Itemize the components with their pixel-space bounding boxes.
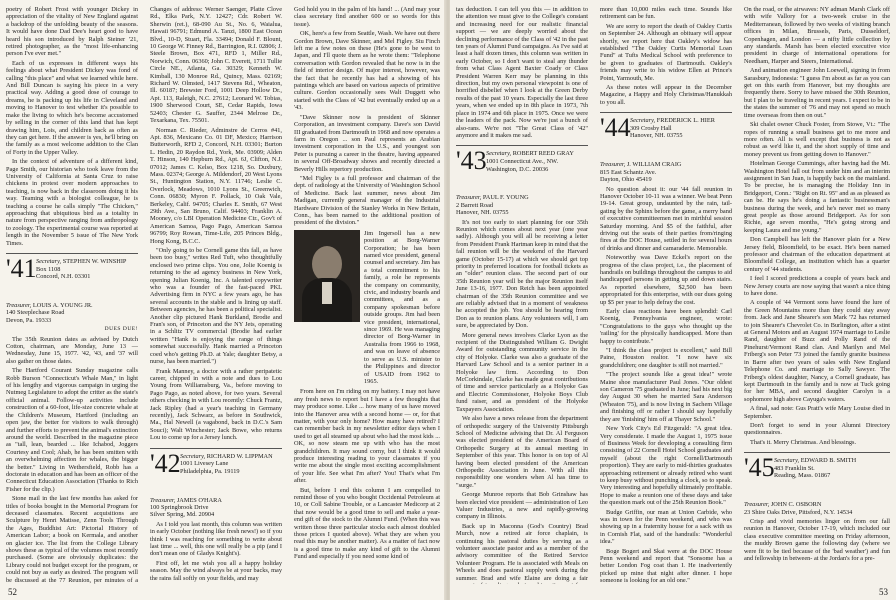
paragraph: more than 10,000 miles each time. Sounds like retirement can be fun. <box>600 6 732 21</box>
paragraph: tax deduction. I can tell you this — in addition to the attention we must give to the College's constant and increasing need for our realistic financial support — we are deeply worried about the declining performance of the Class of '42 in the past ten years of Alumni Fund campaigns. As I've said at least a half dozen times, this column was written in early October, so I don't want to steal any thunder from what Class Agent Baxter Coady or Class President Warren Kerr may be planning in this direction, but my own personal viewpoint is one of horrified disbelief when I look at the Green Derby results of the past 10 years. Especially the last three years, when we ended up in 8th place in 1973, 7th place in 1974 and 6th place in 1975. Once we were the leaders of the pack. Now we're just a bunch of also-rans. We're not "The Great Class of '42" anymore and it makes me sad. <box>456 6 588 139</box>
dues-heading: DUES DUE! <box>104 326 138 333</box>
treasurer-label: Treasurer, <box>600 161 626 169</box>
treasurer-address-2: Hanover, NH. 03755 <box>456 209 509 217</box>
class-year: '43 <box>456 146 487 176</box>
paragraph: We are sorry to report the death of Oakley Curtis on September 24. Although an obituary will appear shortly, we report here that Oakley's widow has established "The Oakley Curtis Memorial Loan Fund" at Tufts Medical School with preference to be given to graduates of Dartmouth. Oakley's friends may write to his widow Ellen at Prince's Point, Yarmouth, Me. <box>600 22 732 82</box>
page-number: 53 <box>879 587 888 597</box>
paragraph: As I told you last month, this column was written in early October (nothing like fresh news!) so if you think I was reaching for something to write about last time ... well, this one will really be a pip (and I don't mean one of Gladys Knight's). <box>150 520 282 558</box>
paragraph: Ski chalet owner Chuck Foster, from Stowe, Vt.: "The ropes of running a small business get to me more and more often. All is well except that business is not as robust as we'd like it, and the short supply of time and money prevent us from getting down to Hanover." <box>744 121 890 158</box>
class-header-44 <box>600 112 732 155</box>
paragraph: George Munroe reports that Bob Grinshaw has been elected vice president — administration of Leo Valuer Industries, a new and rapidly-growing company in Illinois. <box>456 491 588 521</box>
class-header-41 <box>6 253 138 296</box>
treasurer-label: Treasurer, <box>456 194 482 202</box>
treasurer-line <box>6 302 138 324</box>
paragraph: "Mel Figley is a full professor and chairman of the dept. of radiology at the University of Washington School of Medicine. Back last summer, news about Jim Madigan, currently general manager of the Industrial Hardware Division of the Stanley Works in New Britain, Conn., has been named to the additional position of president of the division." <box>294 174 440 227</box>
class-year: '45 <box>744 453 775 483</box>
treasurer-address-2: Silver Spring, Md. 20904 <box>150 511 215 519</box>
treasurer-name: JAMES O'HARA <box>176 496 222 504</box>
secretary-address-2: Hanover, NH. 03755 <box>630 132 683 140</box>
treasurer-label: Treasurer, <box>6 302 32 309</box>
secretary-label: Secretary, <box>36 258 62 265</box>
paragraph: poetry of Robert Frost with younger Dickey in appreciation of the vitality of New England against a backdrop of the unfolding beauty of the seasons. It would have done Dad Dee's heart good to have heard his son introduced by Ralph Steiner '21, retired photographer, as the "most life-enhancing person I've ever met." <box>6 6 138 58</box>
treasurer-line <box>600 161 732 183</box>
paragraph: And animation engineer John Loewell, signing in from Sarasbury, Indonesia: "I guess I'm about as far as you can get on this earth from Hanover, but my thoughts are frequently there. Sorry to have missed the 30th Reunion, but I plan to be traveling in recent years. I expect to be in the states the summer of '76 and may not spend so much time overseas from then on out." <box>744 67 890 119</box>
class-year: '42 <box>150 448 181 478</box>
paragraph: "The project sounds like a great idea!" wrote Maine shoe manufacturer Paul Jones. "Our oldest son Cameron '75 graduated in June; had his next big day August 30 when he married Sara Anderson (Wheaton '75), and is now living in Sachem Village and finishing off or rather I should say hopefully they are 'finishing' him off at Thayer School." <box>600 371 732 423</box>
paragraph: Back up in Maconna (God's Country) Brad Murch, now a retired air force chaplain, is continuing his pastoral duties by serving as a volunteer associate pastor and as a member of the advisory committee of the Retired Service Volunteer Program. He is associated with Meals on Wheels and does pastoral supply work during the summer. Brad and wife Elaine are doing a fair <box>456 522 588 582</box>
paragraph: In the context of adventure of a different kind, Page Smith, our historian who took leave from the University of California at Santa Cruz to raise chickens in protest over modern approaches to teaching, is now back in the classroom doing it his way. Teaming with a biologist colleague, he is teaching a course he calls simply "The Chicken," approaching that ubiquitous bird as a totality in nature from perspective ranging from anthropology to zoology. The experimental course was reported at length in the November 5 issue of The New York Times. <box>6 158 138 247</box>
paragraph: More general news involves Clarke Lyon as the recipient of the Distinguished William G. Dwight Award for outstanding community service in the city of Holyoke. Clarke was also a graduate of the Harvard Law School and is a senior partner in a Holyoke law firm. According to Don McCorkindale, Clarke has made great contributions of time and service particularly as a Holyoke Gas and Electric Commissioner, Holyoke Boys Club fund raiser, and as president of the Holyoke Taxpayers Association. <box>456 331 588 413</box>
paragraph: First off, let me wish you all a happy holiday season. May the wind always be at your backs, may the rains fall softly on your fields, and may <box>150 559 282 582</box>
paragraph: Don't forget to send in your Alumni Directory questionnaires. <box>744 421 890 437</box>
secretary-address-2: Washington, D.C. 20036 <box>486 165 549 173</box>
treasurer-name: J. WILLIAM CRAIG <box>626 161 682 169</box>
secretary-label: Secretary, <box>180 452 206 460</box>
paragraph: Don Campbell has left the Hanover plain for a New Jersey field, Bloomfield, to be exact. He's been named professor and chairman of the education department at Bloomfield College, an institution which has a quarter century of '44 students. <box>744 236 890 273</box>
secretary-address-1: 309 Crosby Hall <box>630 124 672 132</box>
paragraph: But, before I end this column I am compelled to remind those of you who bought Occidental Petroleum at 10, or Coll Sabine Trouble, or a Lancaster Medicorp at 2 that now would be a good time to sell and make a year-end gift of the stock to the Alumni Fund. (When this was written those three particular stocks each almost doubled those prices I quoted above). What they are when you read this may be another matter). As a matter of fact now is a good time to make any kind of gift to the Alumni Fund and especially if you need some kind of <box>294 486 440 561</box>
left-page <box>0 0 446 600</box>
paragraph: As these notes will appear in the December Magazine, a Happy and Holy Christmas/Hanukkah to you all. <box>600 84 732 106</box>
paragraph: Changes of address: Werner Saenger, Platte Clove Rd., Elka Park, N.Y. 12427; Cdr. Robert W. Sherwin (ret.), 68-090 Au St., No. 6, Waialua, Hawaii 96791; Edmund A. Tanzi, 1800 East Ocean Blvd., 10-D, Stuart, Fla. 33494; Donald F. Blount, 10 George W. Finney Rd., Barrington, R.I. 02806; J. Steele Brown, Box 471, RFD 1, Miller Rd., Norwich, Conn. 06360; John C. Everett, 1711 Tullie Circle NE., Atlanta, Ga. 30329; Kenneth W. Kimball, 130 Monroe Rd., Quincy, Mass. 02169; Richard W. Olmsted, 1417 Stevens Rd., Wheaton, Ill. 60187; Brewster Ford, 1001 Deep Hollow Dr., Apt. 113, Raleigh, N.C. 27612; Leonard W. Tobias, 1900 Sherwood Court, SE, Cedar Rapids, Iowa 52403; Chester G. Sauffer, 2344 Melrose Dr., Texarkana, Tex. 75501. <box>150 6 282 125</box>
paragraph: From here on I'm riding on my battery. I may not have any fresh news to report but I have a few thoughts that may produce some. Like ... how many of us have moved into the Hanover area with a second home — or, for that matter, with your only home? How many have retired? I can remember back in my newsletter editor days when I used to get all steamed up about who had the most kids ... OK, so now steam me up with who has the most grandchildren. It may sound corny, but I think it would produce interesting reading to your classmates if you write me about the single most exciting accomplishment of your life. See what I'm after? You! That's what I'm after. <box>294 388 440 485</box>
secretary-address-2: Concord, N.H. 03301 <box>36 273 91 281</box>
paragraph: "Only going to be Cornell game this fall, as have been too busy," writes Red Tuft, who thoughtfully enclosed two prime clips. You one, Jolie Koenig is returning to the ad agency business in New York, opening Julian Koenig, Inc. A talented copywriter who was a founder of the fast-paced PKL Advertising firm in NYC a few years ago, he has several accounts in the stable and is lining up staff. Between agencies, he has been a political specialist. Another clip pictured Hank Burkland, Brodie and Fran's son, of Princeton and the NY Jets, operating in a Schlitz TV commercial (Brodie had earlier written "Hank is enjoying the range of things somewhat successfully. Hank married a Princeton coed who's getting Ph.D. at Yale; daughter Betsy, a nurse, has been married.") <box>150 247 282 366</box>
class-header-45 <box>744 452 890 495</box>
class-officers <box>180 453 273 476</box>
secretary-address-2: Reading, Mass. 01867 <box>774 472 831 480</box>
paragraph: The Hartford Courant Sunday magazine calls Robb Burson "Connecticut's Whale Man," in light of his lengthy and vigorous campaign in urging the Nutmeg Legislature to adopt the critter as the state's official animal. Follow-up activities include construction of a 60-foot, life-size concrete whale at the Children's Museum, Hartford (including an open jaw, the better for visitors to walk through) and further efforts to prevent the animal's extinction around the world. Described in the magazine piece as "tall, lean, bearded ... like Ichabod, Joggers Courtesy and Cool; Ahab, he has been smitten with an overwhelming affection for whales, the bigger the better." Living in Wethersfield, Robb has a doctorate in education and has been an officer of the Connecticut Education Association (Thanks to Rich Fisher for the clip.) <box>6 367 138 493</box>
class-year: '41 <box>6 254 37 283</box>
treasurer-name: PAUL F. YOUNG <box>482 194 529 202</box>
secretary-label: Secretary, <box>774 457 800 465</box>
paragraph: We also have a news release from the department of orthopedic surgery of the University Pittsburgh School of Medicine advising that Dr. Al Ferguson was elected president of the American Board of Orthopedic Surgery at its annual meeting in September of this year. This honor is on top of Al having been elected president of the American Orthopedic Association in June. With all this responsibility one wonders when Al has time to "surge." <box>456 415 588 489</box>
paragraph: "I think the class project is excellent," said Bill Paine, Houston realtor. "I now have six grandchildren; one daughter is still not married." <box>600 347 732 369</box>
paragraph: The 35th Reunion dates as advised by Dutch Cotton, chairman, are Monday, June 13 — Wednesday, June 15, 1977. '42, '43, and '37 will also gather on those dates. <box>6 335 138 365</box>
paragraph: Stone mail in the last few months has asked for titles of books bought in the Memorial Program for deceased classmates. Recent acquisitions are Sculpture by Henri Matisse, Zenn Tools Through the Ages, Buddhist Art: Pictorial History of American Labor; a book on Kermala, and another on glacier ice. The list from the College Library shows these as typical of the volumes most recently purchased. (Some are obviously duplicates: the Library could not budget except for the program, or could not buy as early as desired. The program will be discussed at the 77 Reunion, per minutes of a <box>6 495 138 584</box>
treasurer-address-2: Devon, Pa. 19333 <box>6 316 52 324</box>
treasurer-address-1: 140 Steeplechase Road <box>6 309 65 317</box>
treasurer-label: Treasurer, <box>744 501 770 509</box>
secretary-address-2: Philadelphia, Pa. 19119 <box>180 467 240 475</box>
class-officers <box>630 117 715 140</box>
paragraph: Budge Griffin, our man at Union Carbide, who was in town for the Penn weekend, and who was showing up in a fraternity house for a sack with us in Cornish Flat, said of the handrails: "Wonderful idea." <box>600 508 732 546</box>
treasurer-line <box>744 501 890 516</box>
secretary-name: FREDERICK L. HIER <box>656 117 715 125</box>
paragraph: Each of us expresses in different ways his feelings about what President Dickey was fond of calling "this place" and what we learned while here. And Bill Duncan is saying his piece in a very practical way. Adding a good dose of courage to dreams, he is packing up his life in Cleveland and moving to Hanover to test whether it's possible to make the living to which he's become accustomed by selling in the corner of this land that has kept drawing him, Lois, and children back as often as they can get here. If the answer is yes, he'll bring on the family as a most welcome addition to the Clan of Forty in the Upper Valley. <box>6 59 138 156</box>
paragraph: Noteworthy was Dave Eckel's report on the progress of the class project, i.e., the placement of handrails on buildings throughout the campus to aid handicapped persons in getting up and down stairs. As reported elsewhere, $2,500 has been appropriated for this enterprise, with our dues going up $5 per year to help defray the cost. <box>600 254 732 306</box>
paragraph: No question about it: our '44 fall reunion in Hanover October 10-11 was a winner. We beat Penn 19-14. Great group, undaunted by the rain, tail-gating by the Sphinx before the game, a merry band of executive committeemen met in mirthful session Saturday morning. And $5 of the faithful, after driving out the seats of their parties from/ringing fires at the DOC House, settled in for several hours of drinks and dinner and camaraderie. Memorable. <box>600 185 732 252</box>
class-officers <box>774 457 856 480</box>
class-header-42 <box>150 448 282 491</box>
secretary-address-1: 1001 Connecticut Ave., NW. <box>486 157 559 165</box>
class-header-43 <box>456 145 588 188</box>
shirt-shape <box>322 282 332 304</box>
treasurer-address-1: 100 Springbrook Drive <box>150 503 209 511</box>
page-number: 52 <box>8 587 17 597</box>
paragraph: A final, sad note: Gus Pratt's wife Mary Louise died in September. <box>744 405 890 420</box>
right-column-1 <box>456 6 588 584</box>
secretary-name: RICHARD W. LIPPMAN <box>206 452 273 460</box>
photo-with-caption <box>294 230 440 386</box>
treasurer-address-1: 815 East Schantz Ave. <box>600 168 657 176</box>
right-page <box>450 0 896 600</box>
secretary-address-1: 483 Franklin St. <box>774 464 815 472</box>
secretary-name: ROBERT REED GRAY <box>512 150 574 158</box>
right-column-2 <box>600 6 732 584</box>
left-column-3 <box>294 6 440 584</box>
paragraph: That's it. Merry Christmas. And blessings. <box>750 438 857 446</box>
paragraph: It's not too early to start planning for our 35th Reunion which comes about next year (one year sadly). Although you will all be receiving a letter from President Frank Hartman keep in mind that the fall reunion will be the weekend of the Harvard game (October 15-17) at which we should get top priority in preferred locations for football tickets as an "older" reunion class. The second part of our 35th Reunion year will be the major Reunion itself June 13-16, 1977. Don Reich has been appointed chairman of the 35th Reunion committee and we are reliably advised that in a moment of weakness he accepted the job. You should be hearing from Don as to reunion plans. Any volunteers will, I am sure, be appreciated by Don. <box>456 218 588 330</box>
paragraph: On the road, or the airwaves: NY adman Marsh Clark off with wife Vallory for a two-week cruise in the Mediterranean, followed by two weeks of visiting branch offices in Milan, Brussels, Paris, Dusseldorf, Copenhagen, and London — a nifty little collection by any standards. Marsh has been elected executive vice president in charge of international operations for Needham, Harper and Steers, International. <box>744 6 890 65</box>
paragraph: I feel I scored predictions a couple of years back and New Jersey courts are now saying that wasn't a nice thing to have done. <box>744 275 890 298</box>
secretary-label: Secretary, <box>630 117 656 125</box>
class-officers <box>36 258 126 281</box>
treasurer-name: JOHN C. OSBORN <box>770 501 822 509</box>
paragraph: OK, here's a few from Seattle, Wash. We have out there Gordon Brown, Dave Skinner, and Mel Figley. Stu Finch left me a few notes on these (He's gone to be west to Japan, and I'll quote them as he wrote them: "Telephone conversation with Gordon revealed that he now is in the field of interior design. Of major interest, however, was the fact that he recently has had a showing of his paintings which are based on various aspects of primitive culture. Gordon occasionally sees Walt Duggett who started with the Class of '42 but eventually ended up as a '43. <box>294 30 440 112</box>
treasurer-line <box>456 194 588 216</box>
paragraph: Norman C. Rieder, Adminstre de Cerros #41, Apt. 836, Mexicano Co. 01 DF, Mexico; Harrison Butterworth, RFD 2, Concord, N.H. 03301; Burton L. Hedin, 20 Raydon Rd., York, Me. 03909; Alden T. Hinson, 140 Hepburn Rd., Apt. 6J, Clifton, N.J. 07012; James C. Kelso, Box 1218, So. Duxbury, Mass. 02374; George A. Mildendorf, 20 West Lyons St., Huntington Station, N.Y. 11746; Leslie C. Overlock, Meadows, 1010 Lyons St., Greenwich, Conn. 06830; Myron F. Pollack, 10 Oak Vale, Berkeley, Calif. 94705; Charles E. Smith, 67 West 29th Ave., San Bruno, Calif. 94403; Franklin A. Mooney, c/o LBI Operation Medicine Ctr., Gov't of American Samoa, Pago Pago, American Samoa 96799; Roy Rowan, Time-Life, 205 Princes Bldg., Hong Kong, B.C.C. <box>150 126 282 245</box>
face-shape <box>312 246 342 282</box>
treasurer-address-1: 2 Barrett Road <box>456 201 494 209</box>
photo-caption: Jim Ingersoll has a new position at Borg-Warner Corporation; he has been named vice president, general counsel and secretary. Jim has a total commitment to his family, a role he represents the company on community, civic, and industry boards and committees, and as a company spokesman before outside groups. Jim had been vice president, international, since 1969. He was managing director of Borg-Warner in Australia from 1966 to 1968, and was on leave of absence to serve as U.S. minister to the Philippines and director of USAID from 1962 to 1965. <box>364 229 440 385</box>
paragraph: Frank Manney, a doctor with a rather peripatetic career, chipped in with a note and dues to Lou Young from Williamsburg, Va., before moving to Pago Pago, as noted above, for two years. Several others checking in with Lou recently: Chuck Frantz, Jack Ripley (had a year's teaching in Germany recently), Jack Schwarz, as before in Southwick, Ma., Hal Newell (a vagabond, back in D.C.'s Sam Souci); Walt Winchester; Jack Bowe, who returns Lou to come up for a Jersey lunch. <box>150 367 282 442</box>
portrait-photo <box>294 230 360 322</box>
class-officers <box>486 150 574 173</box>
secretary-name: STEPHEN W. WINSHIP <box>62 258 127 265</box>
treasurer-address-1: 23 Shire Oaks Drive, Pittsford, N.Y. 14534 <box>744 508 853 516</box>
class-year: '44 <box>600 113 631 143</box>
secretary-name: EDWARD B. SMITH <box>800 457 857 465</box>
paragraph: Crisp and vivid memories linger on from our fall reunion in Hanover, October 17-19, which included our class executive committee meeting on Friday afternoon, the muddy Brown game the following day (where we were fit to be tied because of the 'bad weather') and fun and fellowship in between- at the Jordan's for a pre- <box>744 517 890 562</box>
secretary-address-1: 1001 Livesey Lane <box>180 460 229 468</box>
paragraph: "Dave Skinner now is president of Skinner Corporation, an investment company. Dave's son David III graduated from Dartmouth in 1968 and now operates a farm in Oregon ... son Paul represents an Arabian investment corporation in the U.S., and youngest son Peter is pursuing a career in the theatre, having appeared in several Off-Broadway shows and recently directed a Beverly Hills repertory production. <box>294 113 440 173</box>
treasurer-label: Treasurer, <box>150 496 176 504</box>
paragraph: A couple of '44 Vermont sons have found the lure of the Green Mountains more than they could stay away from. Jack and Jane Shearer's son Mark '72 has returned to join Shearer's Chevrolet Co. in Burlington, after a stint at General Motors and an August 1974 marriage to Leslie Rand, daughter of Buzz and Polly Rand of the Pinehurst/Vermont Rand clan. And Marilyn and Mel Friberg's son Peter '73 joined the family granite business in Barre after two years of sales with New England Telephone Co. and marriage to Sally Sawyer. The Friberg's oldest daughter, Nancy, a Cornell graduate, has kept Dartmouth in the family and is now at Tuck going for her MBA, and second daughter Carolyn is a sophomore high above Cayuga's waters. <box>744 299 890 403</box>
paragraph: Hotelman George Cummings, after having had the Mt. Washington Hotel fall out from under him and an interim assignment in San Juan, is happily back on the mainland. To be precise, he is managing the Holiday Inn in Bridgeport, Conn.: "Right on Rt. 95" and as as pleased as can be. He says he's doing a fantastic businessman's business during the week, and he's never met so many great people as those around Bridgeport. As for son Richie, age seven months, "He's going strong and keeping Laura and me young." <box>744 160 890 234</box>
left-column-1 <box>6 6 138 584</box>
treasurer-address-2: Dayton, Ohio 45419 <box>600 176 652 184</box>
treasurer-name: LOUIS A. YOUNG JR. <box>32 302 93 309</box>
paragraph: New York City's Ed Fitzgerald: "A great idea. Very considerate. I made the August 1, 1975 issue of Business Week for developing a consulting firm consisting of 22 Cornell Hotel School graduates and myself (about the right Cornell/Dartmouth proportion). They are early to mid-thirties graduates approaching retirement or already retired who want to keep busy without punching a clock, so to speak. Very interesting and hopefully ultimately profitable. Hope to make a reunion one of these days and take the question mark out of the 25th Reunion Book." <box>600 425 732 507</box>
secretary-label: Secretary, <box>486 150 512 158</box>
paragraph: Boge Bogert and Skai were at the DOC House Penn weekend and report that "Sonsome has a better London Fog coat than I. He inadvertently picked up mine that night after dinner. I hope someone is looking for an old one." <box>600 547 732 584</box>
treasurer-line <box>150 497 282 519</box>
paragraph: Early class reactions have been splendid: Carl Koenig, Pennsylvania engineer, wrote: "Congratulations to the guys who thought up the 'railing' for the physically handicapped. More than happy to contribute." <box>600 308 732 345</box>
secretary-address-1: Box 1108 <box>36 265 61 273</box>
paragraph: God hold you in the palm of his hand! ... (And may your class secretary find another 600 or so words for this issue). <box>294 6 440 28</box>
right-column-3 <box>744 6 890 584</box>
left-column-2 <box>150 6 282 584</box>
